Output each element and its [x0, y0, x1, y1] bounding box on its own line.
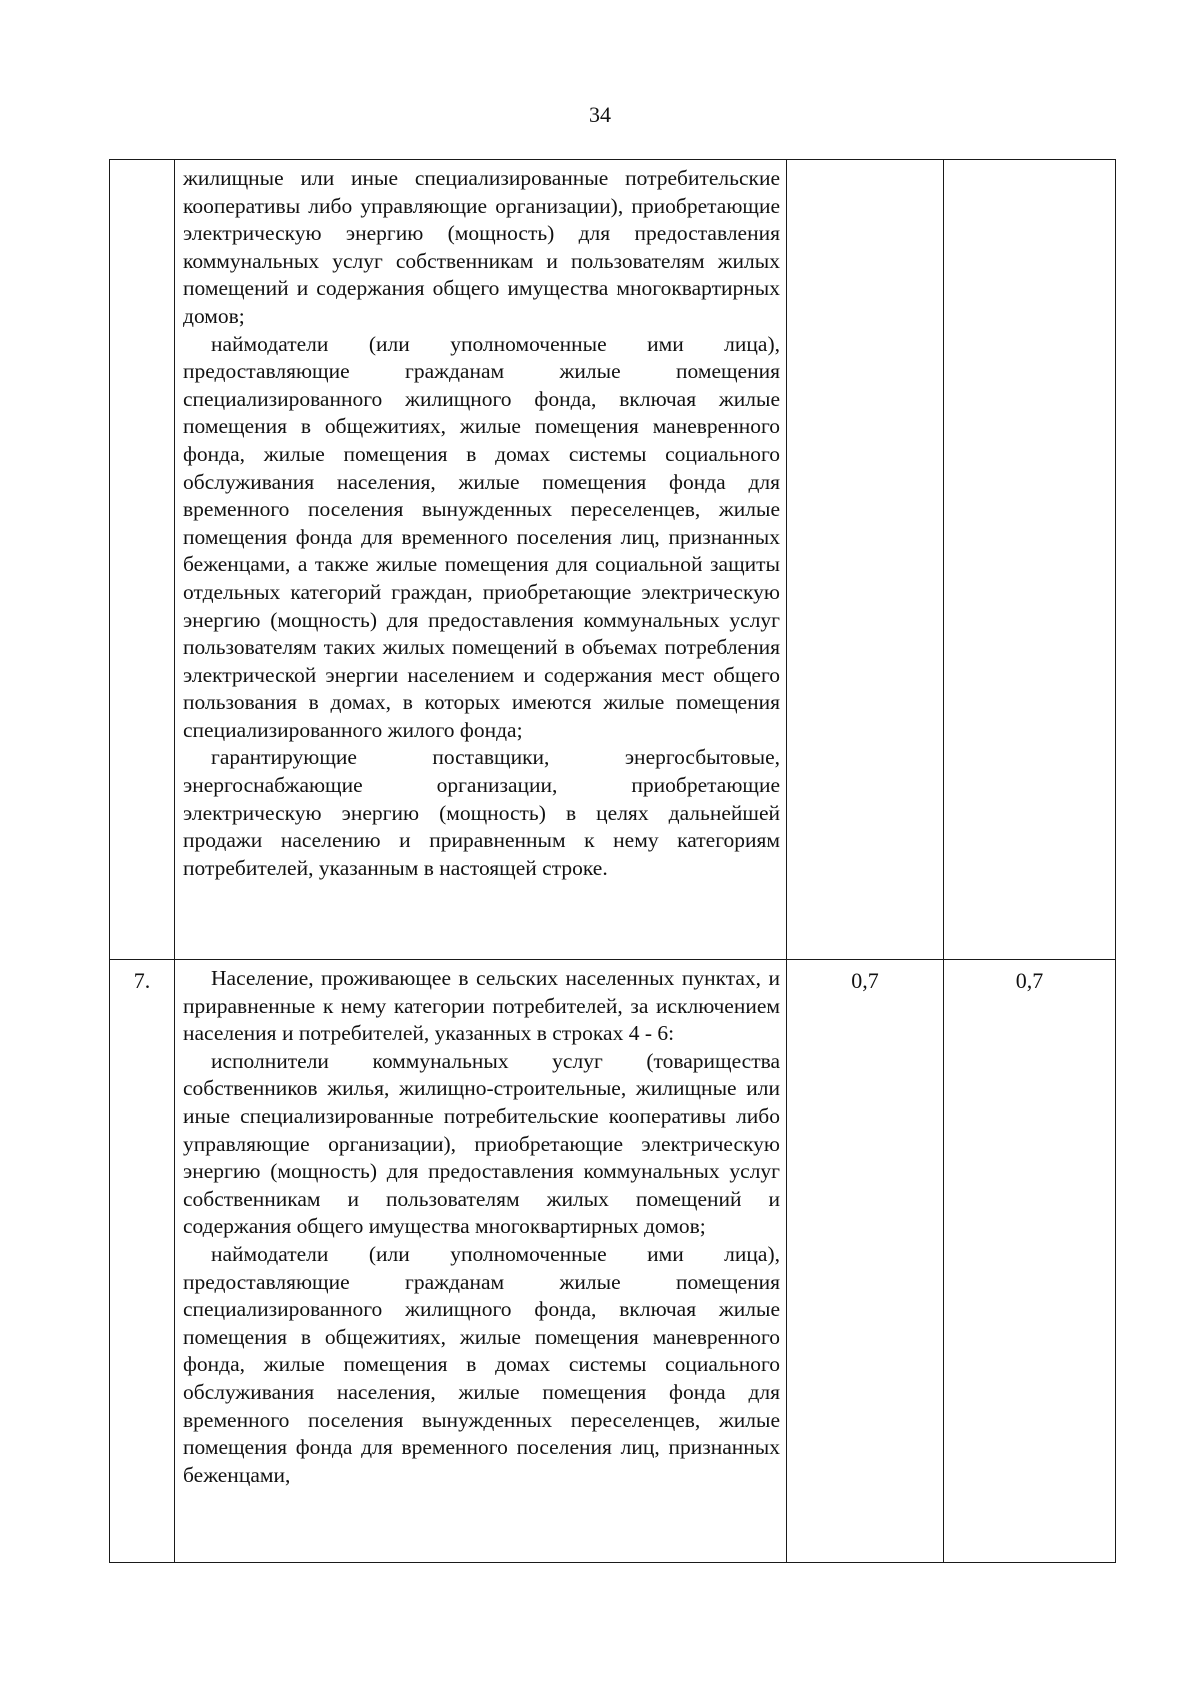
- paragraph: наймодатели (или уполномоченные ими лица), предоставляющие гражданам жилые помещения специализированного жилищного фонда, включая жилые помещения в общежитиях, жилые помещения маневренного фонда, жилые помещения в домах системы социального обслуживания населения, жилые помещения фонда для временного поселения вынужденных переселенцев, жилые помещения фонда для временного поселения лиц, признанных беженцами,: [183, 1241, 780, 1487]
- row-number-cell: [110, 160, 175, 960]
- value-cell-1: 0,7: [787, 960, 944, 1563]
- value-cell-1: [787, 160, 944, 960]
- row-number-cell: 7.: [110, 960, 175, 1563]
- paragraph: наймодатели (или уполномоченные ими лица), предоставляющие гражданам жилые помещения специализированного жилищного фонда, включая жилые помещения в общежитиях, жилые помещения маневренного фонда, жилые помещения в домах системы социального обслуживания населения, жилые помещения фонда для временного поселения вынужденных переселенцев, жилые помещения фонда для временного поселения лиц, признанных беженцами, а также жилые помещения для социальной защиты отдельных категорий граждан, приобретающие электрическую энергию (мощность) для предоставления коммунальных услуг пользователям таких жилых помещений в объемах потребления электрической энергии населением и содержания мест общего пользования в домах, в которых имеются жилые помещения специализированного жилого фонда;: [183, 331, 780, 742]
- value-cell-2: 0,7: [944, 960, 1116, 1563]
- value-cell-2: [944, 160, 1116, 960]
- paragraph: жилищные или иные специализированные потребительские кооперативы либо управляющие организации), приобретающие электрическую энергию (мощность) для предоставления коммунальных услуг собственникам и пользователям жилых помещений и содержания общего имущества многоквартирных домов;: [183, 166, 780, 328]
- page-number: 34: [589, 102, 611, 127]
- tariff-table: [109, 159, 1116, 1563]
- paragraph: исполнители коммунальных услуг (товарищества собственников жилья, жилищно-строительные, жилищные или иные специализированные потребительские кооперативы либо управляющие организации), приобретающие электрическую энергию (мощность) для предоставления коммунальных услуг собственникам и пользователям жилых помещений и содержания общего имущества многоквартирных домов;: [183, 1048, 780, 1239]
- table-row-7: [110, 960, 1116, 1563]
- table-row-continuation: [110, 160, 1116, 960]
- paragraph: гарантирующие поставщики, энергосбытовые, энергоснабжающие организации, приобретающие электрическую энергию (мощность) в целях дальнейшей продажи населению и приравненным к нему категориям потребителей, указанным в настоящей строке.: [183, 745, 780, 880]
- row-description-cell: [175, 160, 787, 960]
- paragraph: Население, проживающее в сельских населенных пунктах, и приравненные к нему категории потребителей, за исключением населения и потребителей, указанных в строках 4 - 6:: [183, 966, 780, 1046]
- row-description-cell: [175, 960, 787, 1563]
